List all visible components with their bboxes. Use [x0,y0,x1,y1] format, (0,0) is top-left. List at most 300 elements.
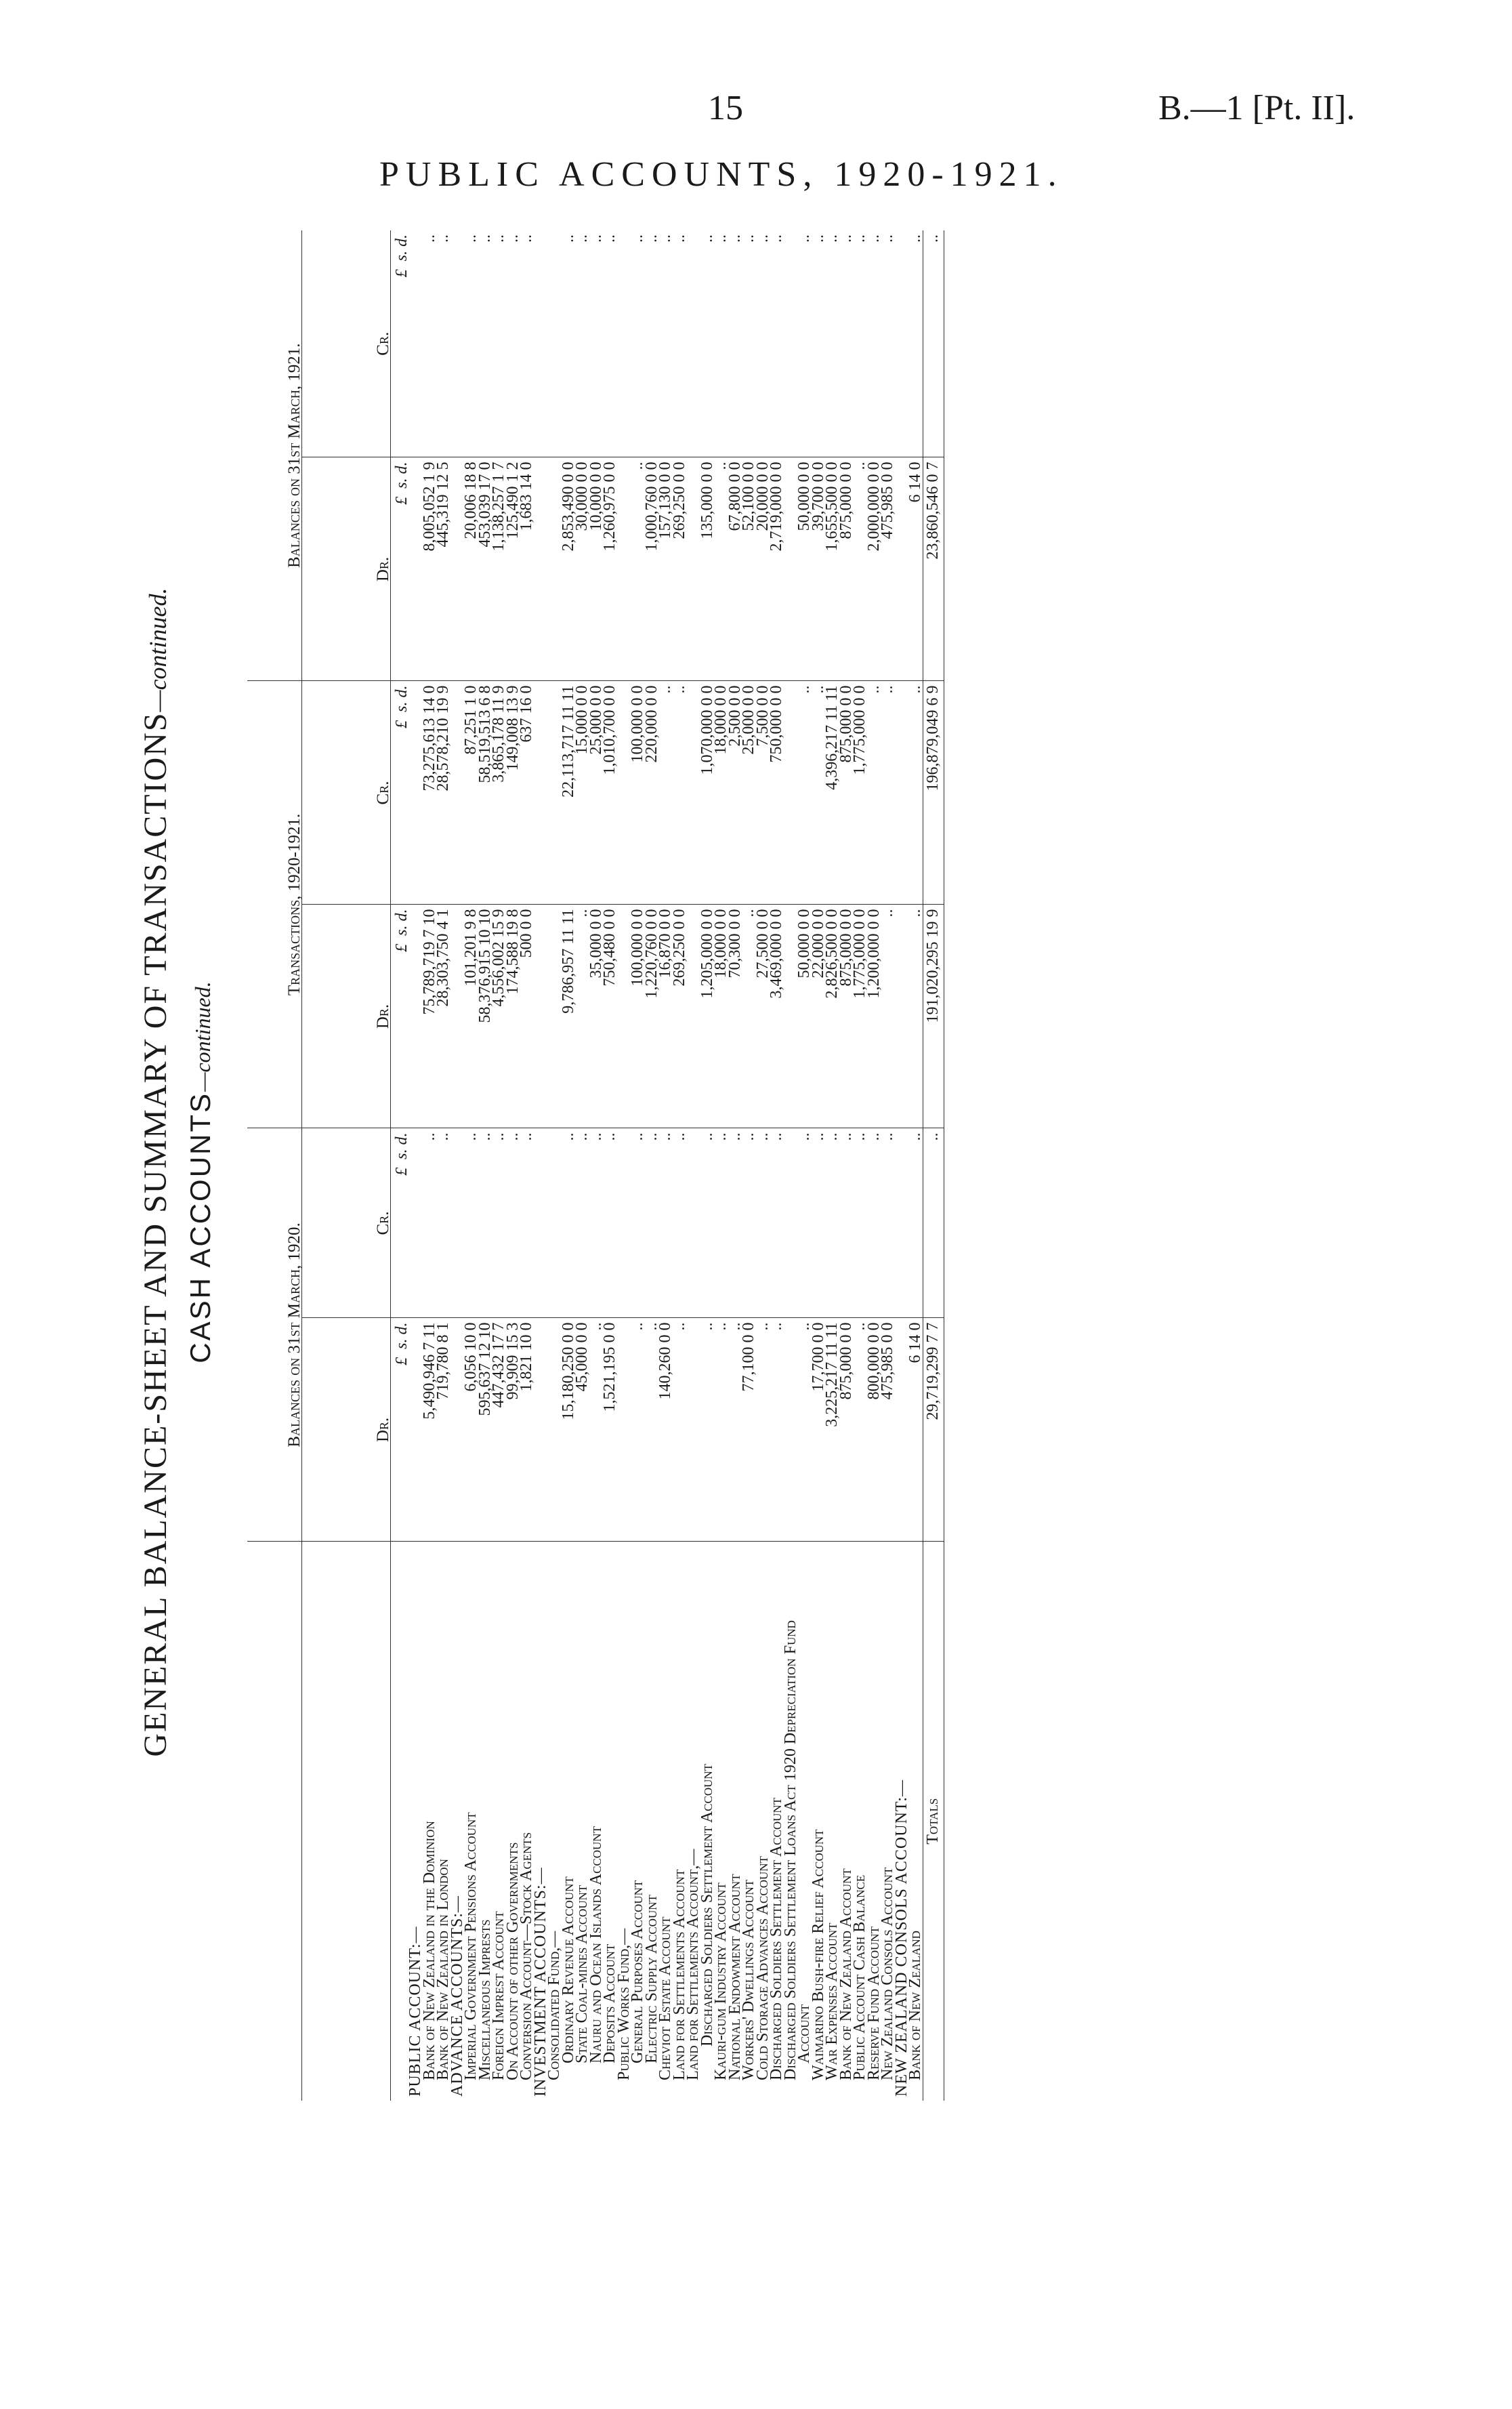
balance-1920-cr: .. [478,1128,492,1318]
transactions-dr: 1,200,000 0 0 [867,905,881,1128]
balance-1920-dr [784,1318,798,1542]
balance-1921-dr: 1,260,975 0 0 [603,457,617,681]
account-label: Public Account Cash Balance [851,1874,868,2080]
balance-1920-cr: .. [492,1128,506,1318]
transactions-dr: 22,000 0 0 [812,905,826,1128]
balance-1921-cr [686,230,700,457]
balance-1920-cr: .. [853,1128,867,1318]
transactions-cr: 1,010,700 0 0 [603,681,617,905]
balance-1920-dr: .. [645,1318,659,1542]
transactions-cr: 25,000 0 0 [742,681,756,905]
transactions-dr: 2,826,500 0 0 [825,905,839,1128]
table-row [603,230,617,2101]
leader-cell [839,1542,854,1572]
transactions-dr: 750,480 0 0 [603,905,617,1128]
unit-pound: £ [392,1357,411,1365]
account-label: Deposits Account [601,1943,618,2063]
balance-1920-cr: .. [506,1128,520,1318]
balance-1921-dr: 20,000 0 0 [756,457,770,681]
account-label: Electric Supply Account [642,1895,660,2063]
balance-1921-dr: 2,000,000 0 0 [867,457,881,681]
balance-1921-dr [617,457,631,681]
balance-1920-dr: 1,821 10 0 [520,1318,534,1542]
leader-cell [631,1542,645,1572]
leader-cell [603,1542,617,1572]
balance-1920-dr: 1,521,195 0 0 [603,1318,617,1542]
balance-1921-dr: 2,719,000 0 0 [770,457,784,681]
account-label: Cheviot Estate Account [656,1916,674,2080]
balance-1921-dr [534,457,548,681]
transactions-dr: 3,469,000 0 0 [770,905,784,1128]
balance-1920-cr [686,1128,700,1318]
leader-cell [658,1542,673,1572]
leader-cell [547,1542,562,1572]
unit-pound: £ [392,720,411,728]
unit-pound: £ [392,943,411,952]
transactions-cr: 220,000 0 0 [645,681,659,905]
balance-1920-cr: .. [700,1128,715,1318]
leader-cell [825,1542,839,1572]
account-label: Bank of New Zealand Account [837,1868,855,2080]
account-label: New Zealand Consols Account [879,1867,896,2080]
balance-1921-cr: .. [464,230,478,457]
balance-1921-cr: .. [562,230,576,457]
account-label: General Purposes Account [629,1880,646,2063]
balance-1921-dr: 1,683 14 0 [520,457,534,681]
transactions-cr: 58,519,513 6 8 [478,681,492,905]
transactions-dr: 4,556,002 15 9 [492,905,506,1128]
balance-1921-cr: .. [881,230,895,457]
balance-1920-dr: 140,260 0 0 [658,1318,673,1542]
balance-1921-dr: 269,250 0 0 [673,457,687,681]
unit-d: d. [392,234,411,247]
account-label: Waimarino Bush-fire Relief Account [809,1829,827,2080]
transactions-dr: 75,789,719 7 10 [423,905,437,1128]
leader-cell [700,1542,715,1572]
transactions-cr: 1,070,000 0 0 [700,681,715,905]
transactions-dr: .. [742,905,756,1128]
balance-1921-cr: .. [603,230,617,457]
balance-1920-dr: .. [673,1318,687,1542]
balance-1921-dr: 52,100 0 0 [742,457,756,681]
leader-cell [867,1542,881,1572]
leader-cell [436,1542,450,1572]
balance-1921-dr: 475,985 0 0 [881,457,895,681]
balance-1921-cr: .. [645,230,659,457]
group-header-balances-1920: Balances on 31st March, 1920. [247,1128,302,1542]
transactions-cr [895,681,909,905]
account-label: Nauru and Ocean Islands Account [587,1826,605,2063]
balance-1921-cr: .. [436,230,450,457]
leader-cell [908,1542,923,1572]
balance-1920-cr: .. [673,1128,687,1318]
transactions-cr: 4,396,217 11 11 [825,681,839,905]
account-label: Foreign Imprest Account [490,1911,507,2080]
unit-trans-cr [391,681,409,905]
account-label: Land for Settlements Account,— [684,1849,702,2080]
balance-1920-cr: .. [589,1128,604,1318]
balance-1920-cr: .. [770,1128,784,1318]
leader-cell [464,1542,478,1572]
table-row [908,230,923,2101]
table-subtitle-main: CASH ACCOUNTS [184,1091,216,1363]
transactions-cr: .. [673,681,687,905]
balance-1921-cr [617,230,631,457]
table-row [839,230,854,2101]
balance-1920-cr: .. [867,1128,881,1318]
transactions-cr: .. [881,681,895,905]
account-label: Discharged Soldiers Settlement Account [698,1763,716,2046]
leader-cell [853,1542,867,1572]
balance-1920-cr: .. [423,1128,437,1318]
balance-1920-dr [534,1318,548,1542]
balance-1920-dr: .. [728,1318,742,1542]
balance-1920-cr: .. [575,1128,589,1318]
account-label: War Expenses Account [823,1922,841,2080]
balance-1920-cr: .. [562,1128,576,1318]
col-dr-trans: Dr. [302,905,391,1128]
balance-1920-cr [617,1128,631,1318]
balance-1921-cr: .. [797,230,812,457]
balance-1920-cr [547,1128,562,1318]
balance-1921-dr: 6 14 0 [908,457,923,681]
balance-1921-dr: 135,000 0 0 [700,457,715,681]
account-label: Conversion Account—Stock Agents [518,1832,535,2080]
balance-1921-dr: 1,138,257 1 7 [492,457,506,681]
transactions-cr: 28,578,210 19 9 [436,681,450,905]
account-label: ADVANCE ACCOUNTS:— [448,1895,466,2097]
balance-1921-cr: .. [520,230,534,457]
balance-1921-cr: .. [839,230,854,457]
leader-cell [408,1542,423,1572]
leader-cell [423,1542,437,1572]
transactions-dr: 18,000 0 0 [714,905,728,1128]
unit-1921-cr [391,230,409,457]
transactions-cr: .. [908,681,923,905]
transactions-dr: .. [908,905,923,1128]
unit-1921-dr [391,457,409,681]
transactions-dr [895,905,909,1128]
unit-pound: £ [392,1167,411,1176]
account-label: Reserve Fund Account [864,1927,883,2080]
leader-cell [812,1542,826,1572]
leader-cell [506,1542,520,1572]
balance-1920-cr: .. [797,1128,812,1318]
balance-1921-cr: .. [631,230,645,457]
leader-cell [645,1542,659,1572]
balance-1920-dr: 719,780 8 1 [436,1318,450,1542]
unit-pound: £ [392,269,411,278]
balance-1920-cr: .. [908,1128,923,1318]
table-row [520,230,534,2101]
balance-1920-dr: .. [797,1318,812,1542]
transactions-dr: 16,870 0 0 [658,905,673,1128]
document-reference: B.—1 [Pt. II]. [1158,89,1356,127]
transactions-dr: .. [881,905,895,1128]
leader-cell [562,1542,576,1572]
transactions-cr [784,681,798,905]
balance-1920-dr: 875,000 0 0 [839,1318,854,1542]
balance-1920-cr: .. [436,1128,450,1318]
group-header-balances-1921: Balances on 31st March, 1921. [247,230,302,681]
leader-cell [797,1542,812,1572]
balance-1921-cr: .. [742,230,756,457]
leader-cell [534,1542,548,1572]
unit-1920-cr [391,1128,409,1318]
balance-1920-dr: 6 14 0 [908,1318,923,1542]
col-dr-1920: Dr. [302,1318,391,1542]
table-title [137,224,174,2121]
balance-1920-cr: .. [728,1128,742,1318]
transactions-cr: 149,008 13 9 [506,681,520,905]
balance-1920-dr: 800,000 0 0 [867,1318,881,1542]
transactions-dr: 9,786,957 11 11 [562,905,576,1128]
table-row [436,230,450,2101]
transactions-cr: 15,000 0 0 [575,681,589,905]
balance-1920-dr: 6,056 10 0 [464,1318,478,1542]
account-label: NEW ZEALAND CONSOLS ACCOUNT:— [892,1779,910,2097]
unit-s: s. [392,1149,411,1159]
balance-1920-cr: .. [645,1128,659,1318]
leader-cell [686,1542,700,1572]
balance-1920-dr: .. [770,1318,784,1542]
leader-cell [478,1542,492,1572]
balance-1920-cr: .. [520,1128,534,1318]
balance-1920-cr: .. [714,1128,728,1318]
balance-1921-dr: 39,700 0 0 [812,457,826,681]
transactions-cr: 87,251 1 0 [464,681,478,905]
leader-cell [742,1542,756,1572]
balance-1920-cr [450,1128,465,1318]
account-label: Ordinary Revenue Account [559,1876,577,2063]
transactions-dr: .. [575,905,589,1128]
account-label: Public Works Fund,— [614,1928,633,2080]
unit-d: d. [392,685,411,698]
transactions-cr: 3,865,178 11 9 [492,681,506,905]
leader-cell [728,1542,742,1572]
balance-1920-cr: .. [839,1128,854,1318]
unit-s: s. [392,701,411,712]
balance-1921-dr: 453,039 17 0 [478,457,492,681]
leader-cell [784,1542,798,1572]
balance-1921-cr: .. [478,230,492,457]
total-transactions-dr: 191,020,295 19 9 [923,905,944,1128]
balance-1921-cr [534,230,548,457]
unit-d: d. [392,1322,411,1335]
balance-1921-cr [784,230,798,457]
balance-1921-dr: .. [853,457,867,681]
transactions-dr [534,905,548,1128]
balance-1920-cr: .. [658,1128,673,1318]
balance-1921-cr: .. [867,230,881,457]
balance-1920-cr: .. [825,1128,839,1318]
balance-1921-cr: .. [825,230,839,457]
balance-1921-dr: 1,000,760 0 0 [645,457,659,681]
leader-cell [575,1542,589,1572]
page-number: 15 [708,89,743,127]
balance-1921-dr: 445,319 12 5 [436,457,450,681]
balance-1920-cr: .. [756,1128,770,1318]
balance-1920-dr: 45,000 0 0 [575,1318,589,1542]
balance-1920-cr: .. [464,1128,478,1318]
section-header-row [534,230,548,2101]
balance-1921-cr: .. [770,230,784,457]
balance-1920-cr: .. [603,1128,617,1318]
leader-cell [492,1542,506,1572]
leader-cell [895,1542,909,1572]
transactions-dr: 50,000 0 0 [797,905,812,1128]
balance-1921-dr: 2,853,490 0 0 [562,457,576,681]
balance-1920-dr [617,1318,631,1542]
account-label: Bank of New Zealand in the Dominion [420,1821,438,2080]
unit-s: s. [392,478,411,489]
transactions-cr: .. [867,681,881,905]
balance-1920-dr: 99,909 15 3 [506,1318,520,1542]
section-header-row [895,230,909,2101]
balance-1921-cr [408,230,423,457]
cash-accounts-table [247,230,944,2101]
transactions-cr [534,681,548,905]
transactions-cr: 25,000 0 0 [589,681,604,905]
balance-1921-cr: .. [423,230,437,457]
header-blank [247,1542,302,2101]
col-cr-1920: Cr. [302,1128,391,1318]
transactions-dr: 875,000 0 0 [839,905,854,1128]
balance-1921-dr: 50,000 0 0 [797,457,812,681]
page-title: PUBLIC ACCOUNTS, 1920-1921. [379,155,1064,194]
balance-1921-cr: .. [673,230,687,457]
transactions-dr: 1,220,760 0 0 [645,905,659,1128]
transactions-cr: 22,113,717 11 11 [562,681,576,905]
balance-1921-cr: .. [658,230,673,457]
unit-d: d. [392,1132,411,1145]
balance-1920-cr [408,1128,423,1318]
transactions-cr: .. [658,681,673,905]
total-balance-1921-cr: .. [923,230,944,457]
total-balance-1921-dr: 23,860,546 0 7 [923,457,944,681]
table-row [617,230,631,2101]
table-body [391,230,944,2101]
account-label: Land for Settlements Account [670,1869,688,2080]
account-label: Consolidated Fund,— [545,1931,563,2080]
col-cr-1921: Cr. [302,230,391,457]
account-label: INVESTMENT ACCOUNTS:— [531,1867,549,2097]
balance-1921-dr: 20,006 18 8 [464,457,478,681]
balance-1920-cr: .. [742,1128,756,1318]
account-label: Cold Storage Advances Account [753,1856,772,2080]
table-title-main: GENERAL BALANCE-SHEET AND SUMMARY OF TRANSACTIONS [138,712,173,1757]
transactions-dr: 101,201 9 8 [464,905,478,1128]
leader-cell [714,1542,728,1572]
balance-1920-dr: 3,225,217 11 11 [825,1318,839,1542]
account-label: State Coal-mines Account [573,1885,591,2063]
balance-1920-cr: .. [631,1128,645,1318]
balance-1921-dr: 10,000 0 0 [589,457,604,681]
balance-1920-dr: .. [589,1318,604,1542]
balance-1920-dr: 5,490,946 7 11 [423,1318,437,1542]
leader-cell [770,1542,784,1572]
balance-1921-dr: 157,130 0 0 [658,457,673,681]
balance-1920-cr [784,1128,798,1318]
transactions-dr: 1,205,000 0 0 [700,905,715,1128]
total-balance-1920-dr: 29,719,299 7 7 [923,1318,944,1542]
table-title-main-suffix: —continued. [144,588,171,712]
transactions-dr: 100,000 0 0 [631,905,645,1128]
transactions-dr: 269,250 0 0 [673,905,687,1128]
transactions-cr: 1,775,000 0 0 [853,681,867,905]
balance-1920-dr: .. [700,1318,715,1542]
balance-1920-cr: .. [881,1128,895,1318]
transactions-dr: 35,000 0 0 [589,905,604,1128]
balance-1921-cr: .. [506,230,520,457]
leader-cell [617,1542,631,1572]
balance-1920-dr: 475,985 0 0 [881,1318,895,1542]
unit-trans-dr [391,905,409,1128]
total-transactions-cr: 196,879,049 6 9 [923,681,944,905]
account-label: National Endowment Account [726,1874,744,2080]
unit-d: d. [392,461,411,474]
unit-s: s. [392,250,411,262]
transactions-cr: 875,000 0 0 [839,681,854,905]
account-label: Imperial Government Pensions Account [462,1812,480,2080]
account-label: Discharged Soldiers Settlement Account [768,1797,785,2080]
transactions-dr: 58,376,915 10 10 [478,905,492,1128]
transactions-cr: 73,275,613 14 0 [423,681,437,905]
balance-1921-cr: .. [700,230,715,457]
balance-1920-cr [895,1128,909,1318]
header-account-column [302,1542,391,2101]
balance-1921-dr: 67,800 0 0 [728,457,742,681]
balance-1921-dr: .. [631,457,645,681]
leader-cell [520,1542,534,1572]
leader-cell [589,1542,604,1572]
table-row [673,230,687,2101]
transactions-cr: 2,500 0 0 [728,681,742,905]
balance-1921-dr: 875,000 0 0 [839,457,854,681]
transactions-dr: 27,500 0 0 [756,905,770,1128]
account-label: Bank of New Zealand in London [434,1859,452,2080]
balance-1921-cr [895,230,909,457]
account-label: Bank of New Zealand [906,1931,924,2080]
balance-1920-dr: 15,180,250 0 0 [562,1318,576,1542]
col-cr-trans: Cr. [302,681,391,905]
table-subtitle [184,224,217,2121]
account-label: Account [795,2004,813,2063]
leader-cell [881,1542,895,1572]
account-label: On Account of other Governments [503,1842,522,2080]
total-balance-1920-cr: .. [923,1128,944,1318]
unit-s: s. [392,1338,411,1349]
balance-1921-cr [547,230,562,457]
account-label: Miscellaneous Imprests [476,1919,494,2080]
leader-cell [450,1542,465,1572]
balance-1920-dr: 595,637 12 10 [478,1318,492,1542]
unit-s: s. [392,925,411,936]
transactions-cr: 100,000 0 0 [631,681,645,905]
leader-cell [673,1542,687,1572]
transactions-cr: 637 16 0 [520,681,534,905]
balance-1920-cr: .. [812,1128,826,1318]
balance-1920-dr: 17,700 0 0 [812,1318,826,1542]
transactions-cr: 7,500 0 0 [756,681,770,905]
totals-label: Totals [923,1542,944,2101]
balance-1921-dr: 8,005,052 1 9 [423,457,437,681]
account-label: Discharged Soldiers Settlement Loans Act 1920 Depreciation Fund [781,1620,799,2080]
unit-row [391,230,409,2101]
balance-1921-cr: .. [714,230,728,457]
transactions-cr: .. [797,681,812,905]
balance-1921-dr: .. [714,457,728,681]
